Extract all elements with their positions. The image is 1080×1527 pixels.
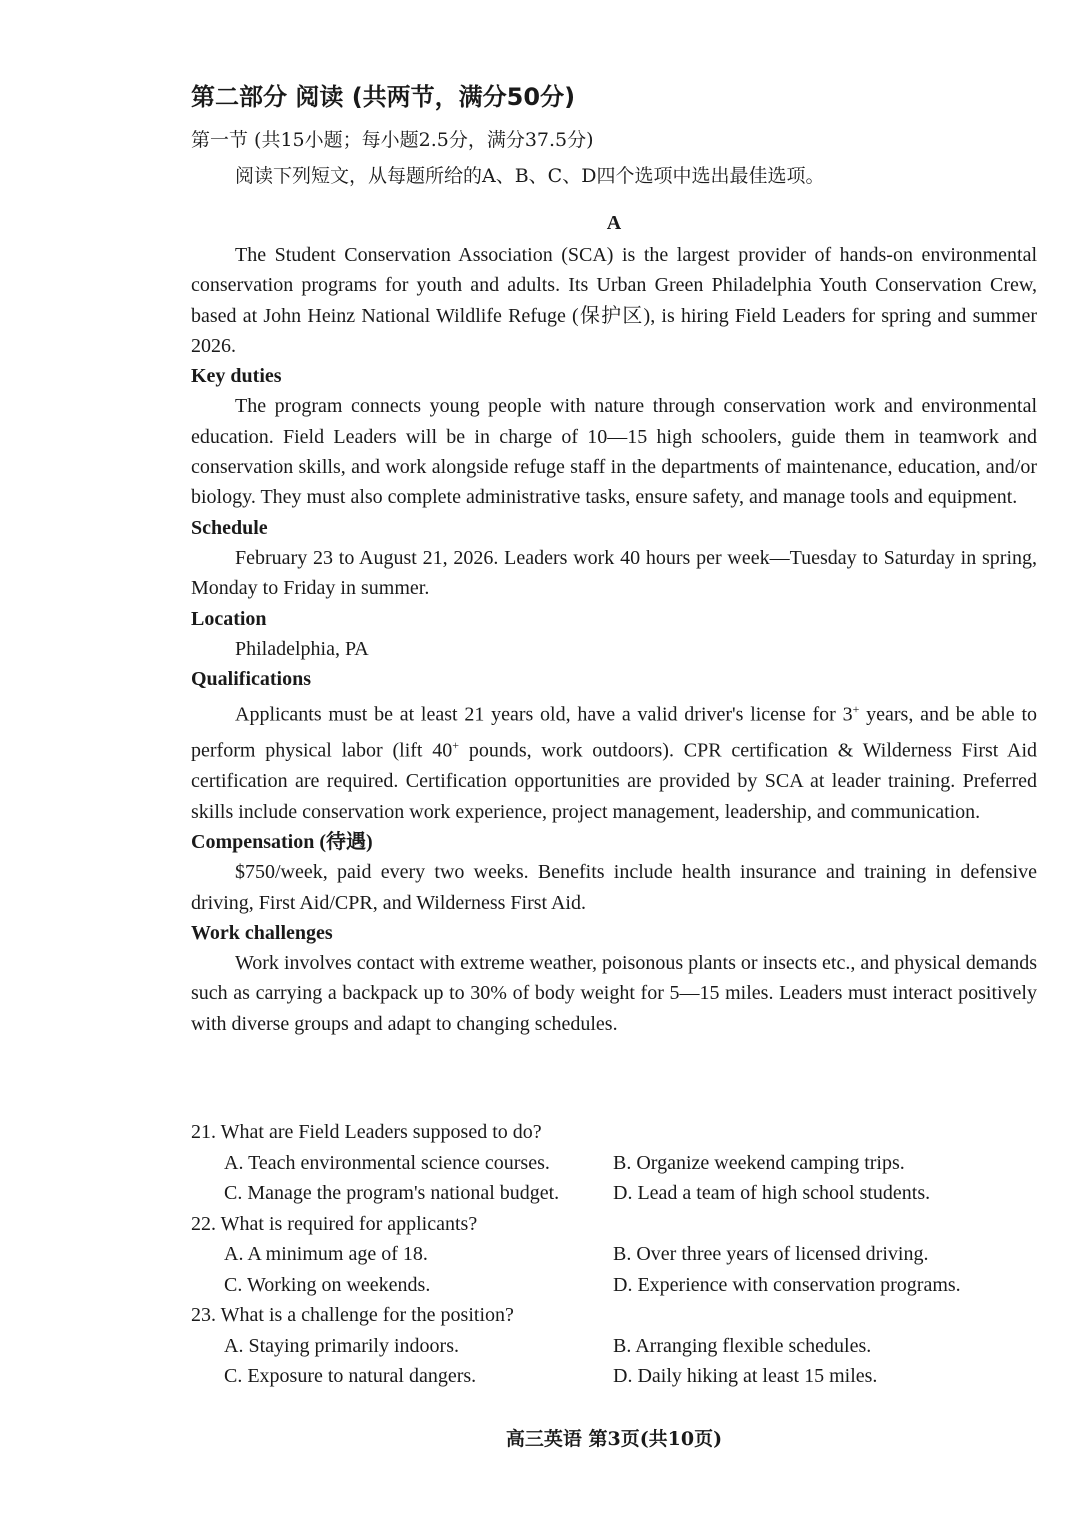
option-c: C. Exposure to natural dangers. (224, 1365, 477, 1387)
option-b: B. Over three years of licensed driving. (613, 1243, 929, 1265)
option-a: A. A minimum age of 18. (224, 1243, 428, 1265)
option-a: A. Teach environmental science courses. (224, 1151, 550, 1174)
question-stem: 23. What is a challenge for the position? (191, 1304, 514, 1326)
text-part: Applicants must be at least 21 years old, have a valid driver's license for 3 (235, 704, 853, 727)
text-part: years, and be able to perform physical labor (lift 40 (191, 704, 1037, 763)
option-a: A. Staying primarily indoors. (224, 1334, 459, 1357)
section-heading: Qualifications (191, 668, 312, 691)
question-23 (191, 1300, 1037, 1392)
section-heading: Compensation (待遇) (191, 830, 373, 853)
question-21 (191, 1117, 1037, 1209)
section-text: Work involves contact with extreme weather, poisonous plants or insects etc., and physical demands such as carrying a backpack up to 30% of body weight for 5—15 miles. Leaders must interact positively with diverse groups and adapt to changing schedules. (191, 952, 1037, 1035)
option-c: C. Working on weekends. (224, 1273, 431, 1296)
section-heading: Schedule (191, 516, 268, 539)
section-heading: Work challenges (191, 921, 333, 944)
question-22 (191, 1209, 1037, 1301)
question-stem: 21. What are Field Leaders supposed to do? (191, 1121, 542, 1143)
section-text (191, 694, 1037, 827)
passage-intro: The Student Conservation Association (SCA) is the largest provider of hands-on environmental conservation programs for youth and adults. Its Urban Green Philadelphia Youth Conservation Crew, based at John Heinz National Wildlife Refuge (保护区), is hiring Field Leaders for spring and summer 2026. (191, 244, 1037, 357)
option-b: B. Arranging flexible schedules. (613, 1334, 872, 1357)
option-d: D. Daily hiking at least 15 miles. (613, 1365, 878, 1387)
instructions: 阅读下列短文，从每题所给的A、B、C、D四个选项中选出最佳选项。 (235, 165, 825, 187)
page-footer: 高三英语 第3页(共10页) (505, 1428, 723, 1450)
option-b: B. Organize weekend camping trips. (613, 1151, 905, 1174)
option-d: D. Lead a team of high school students. (613, 1182, 931, 1204)
section-heading: Key duties (191, 365, 282, 388)
superscript: + (452, 738, 460, 753)
option-c: C. Manage the program's national budget. (224, 1182, 560, 1204)
section-text: Philadelphia, PA (235, 637, 369, 660)
section-title: 第一节 (共15小题；每小题2.5分，满分37.5分) (191, 129, 594, 151)
section-heading: Location (191, 607, 267, 630)
option-d: D. Experience with conservation programs. (613, 1273, 961, 1296)
section-text: $750/week, paid every two weeks. Benefits include health insurance and training in defensive driving, First Aid/CPR, and Wilderness First Aid. (191, 861, 1037, 914)
passage-label: A (606, 212, 622, 234)
section-text: The program connects young people with nature through conservation work and environmental education. Field Leaders will be in charge of 10—15 high schoolers, guide them in teamwork and conservation skills, and work alongside refuge staff in the departments of maintenance, education, and/or biology. They must also complete administrative tasks, ensure safety, and manage tools and equipment. (191, 395, 1037, 509)
text-part: pounds, work outdoors). CPR certification & Wilderness First Aid certification are required. Certification opportunities are provided by SCA at leader training. Preferred skills include conservation work experience, project management, leadership, and communication. (191, 740, 1037, 823)
superscript: + (852, 702, 860, 717)
section-text: February 23 to August 21, 2026. Leaders work 40 hours per week—Tuesday to Saturday in spring, Monday to Friday in summer. (191, 546, 1037, 600)
passage (191, 240, 1037, 1039)
part-title: 第二部分 阅读 (共两节，满分50分) (191, 83, 576, 111)
questions (191, 1117, 1037, 1392)
question-stem: 22. What is required for applicants? (191, 1212, 478, 1235)
